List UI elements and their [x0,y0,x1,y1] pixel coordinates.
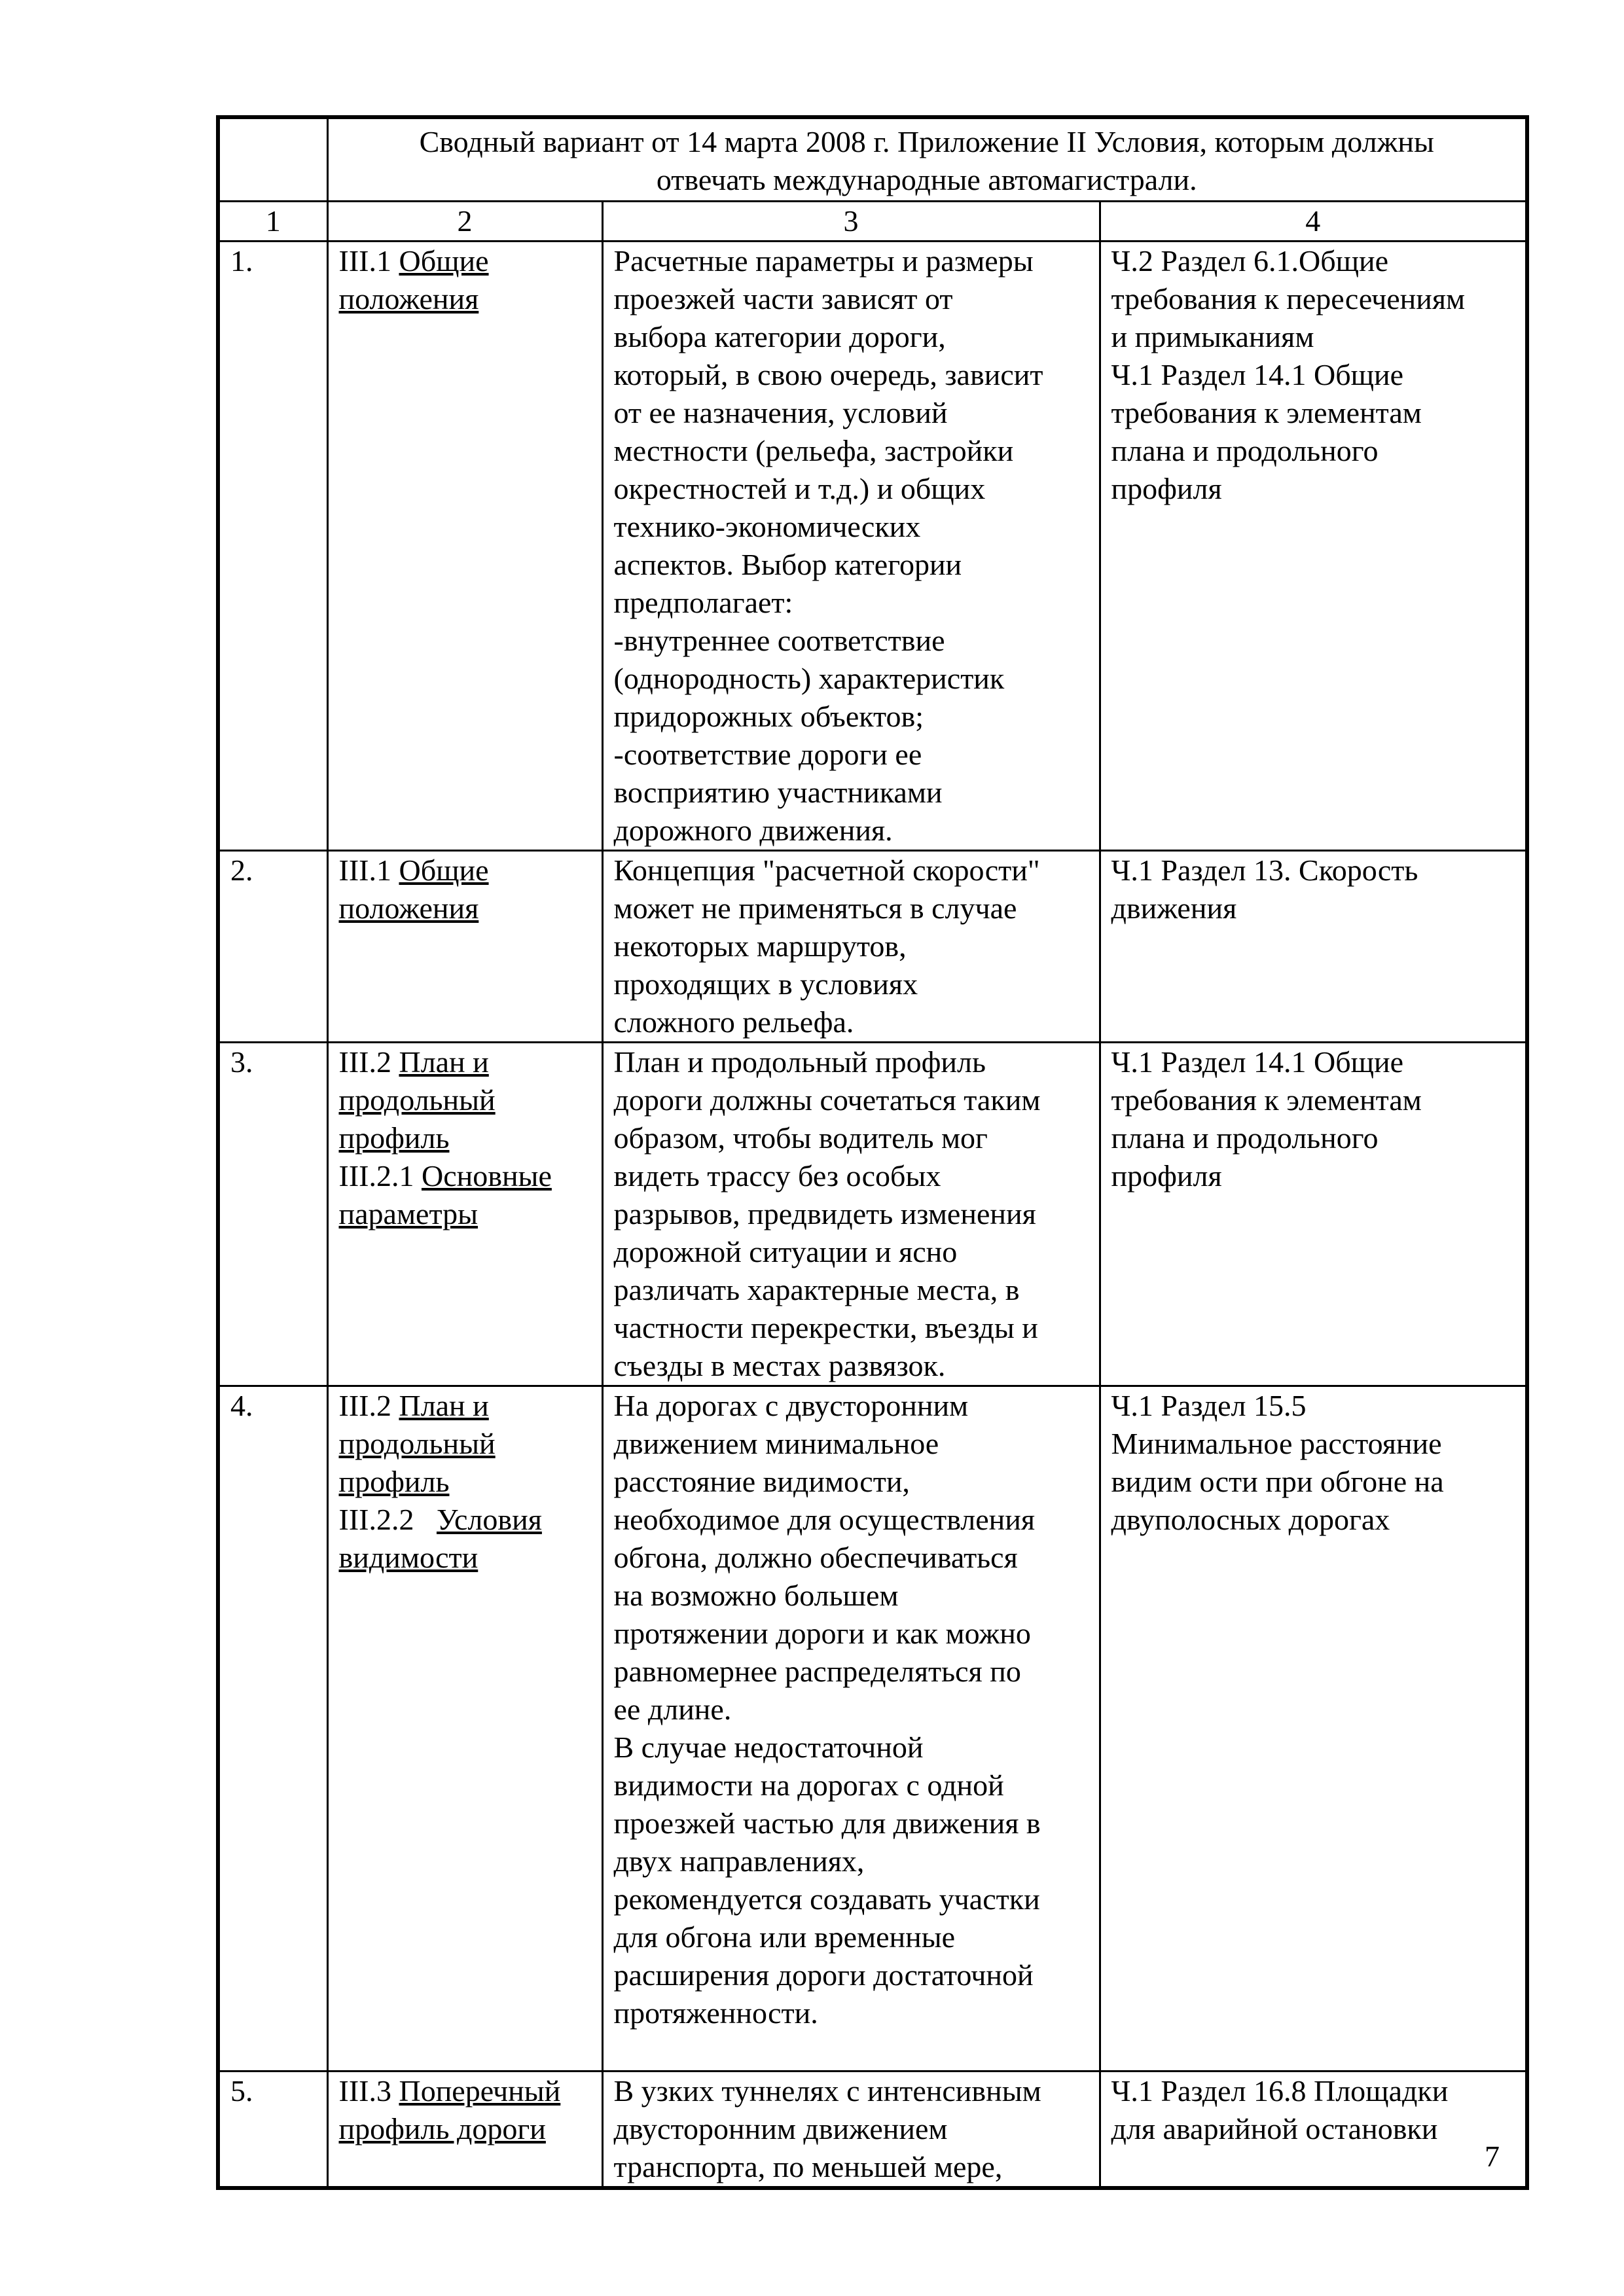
text-line: образом, чтобы водитель мог [613,1121,988,1155]
section-line: требования к элементам [1111,396,1422,429]
text-line: ее длине. [613,1693,732,1726]
requirement-text-cell [602,851,1100,1043]
text-line: частности перекрестки, въезды и [613,1311,1038,1344]
reference-line [339,280,591,318]
text-line: протяженности. [613,1996,818,2030]
reference-link: профиль дороги [338,2112,546,2145]
section-line: Минимальное расстояние [1111,1427,1442,1460]
section-line: профиля [1111,1159,1222,1193]
section-cell [1100,1386,1527,2072]
text-line: необходимое для осуществления [613,1503,1036,1536]
row-number: 4. [218,1386,327,2072]
reference-link: продольный [338,1427,496,1460]
column-number: 1 [218,202,327,242]
table-row [218,1386,1527,2072]
section-line: требования к пересечениям [1111,282,1466,315]
requirement-text-cell [602,1043,1100,1386]
section-line: Ч.1 Раздел 14.1 Общие [1111,358,1404,391]
reference-line [339,1501,591,1539]
reference-link: параметры [338,1197,478,1230]
text-line: транспорта, по меньшей мере, [613,2150,1003,2183]
column-number: 3 [602,202,1100,242]
requirements-table [216,115,1529,2190]
text-line: некоторых маршрутов, [613,929,907,963]
title-row [218,117,1527,202]
reference-line [339,1157,591,1195]
reference-link: профиль [338,1121,450,1155]
reference-link: Общие [399,244,489,278]
reference-prefix: III.1 [338,244,399,278]
reference-link: продольный [338,1083,496,1117]
reference-cell [327,851,602,1043]
row-number: 2. [218,851,327,1043]
text-line: может не применяться в случае [613,891,1017,925]
text-line: аспектов. Выбор категории [613,548,962,581]
section-line: плана и продольного [1111,1121,1379,1155]
column-number: 4 [1100,202,1527,242]
reference-prefix: III.1 [338,853,399,887]
title-empty-cell [218,117,327,202]
row-number: 5. [218,2072,327,2189]
table-row [218,1043,1527,1386]
reference-line [339,2110,591,2148]
text-line: двух направлениях, [613,1844,865,1878]
reference-prefix: III.3 [338,2074,399,2108]
reference-link: Условия [436,1503,542,1536]
reference-line [339,1539,591,1577]
table-row [218,2072,1527,2189]
text-line: обгона, должно обеспечиваться [613,1541,1018,1574]
reference-line [339,242,591,280]
section-line: и примыканиям [1111,320,1314,353]
text-line: двусторонним движением [613,2112,948,2145]
text-line: разрывов, предвидеть изменения [613,1197,1036,1230]
text-line: План и продольный профиль [613,1045,986,1079]
section-line: движения [1111,891,1237,925]
section-line: Ч.2 Раздел 6.1.Общие [1111,244,1389,278]
section-line: профиля [1111,472,1222,505]
text-line: (однородность) характеристик [613,662,1005,695]
text-line: В случае недостаточной [613,1731,924,1764]
text-line: различать характерные места, в [613,1273,1020,1306]
table-title-line: Сводный вариант от 14 марта 2008 г. Приложение II Условия, которым должны [419,125,1434,158]
section-line: двуполосных дорогах [1111,1503,1390,1536]
reference-line [339,1463,591,1501]
text-line: В узких туннелях с интенсивным [613,2074,1041,2108]
reference-link: План и [399,1045,489,1079]
text-line: проезжей части зависят от [613,282,953,315]
text-line: от ее назначения, условий [613,396,948,429]
requirement-text-cell [602,242,1100,851]
section-cell [1100,242,1527,851]
reference-link: План и [399,1389,489,1422]
reference-link: положения [338,891,479,925]
reference-line [339,1119,591,1157]
section-line: Ч.1 Раздел 14.1 Общие [1111,1045,1404,1079]
reference-cell [327,242,602,851]
reference-link: положения [338,282,479,315]
table-title-line: отвечать международные автомагистрали. [656,163,1197,196]
reference-line [339,2072,591,2110]
page-number: 7 [1485,2140,1500,2173]
text-line: проходящих в условиях [613,967,918,1001]
text-line: который, в свою очередь, зависит [613,358,1043,391]
section-line: для аварийной остановки [1111,2112,1438,2145]
reference-line [339,889,591,927]
text-line: съезды в местах развязок. [613,1349,946,1382]
table-title [327,117,1527,202]
reference-prefix: III.2 [338,1389,399,1422]
text-line: видеть трассу без особых [613,1159,941,1193]
text-line: Концепция "расчетной скорости" [613,853,1040,887]
text-line: движением минимальное [613,1427,939,1460]
reference-link: Поперечный [399,2074,561,2108]
text-line: выбора категории дороги, [613,320,946,353]
text-line: окрестностей и т.д.) и общих [613,472,986,505]
reference-line [339,1195,591,1233]
text-line: расширения дороги достаточной [613,1958,1034,1992]
reference-prefix: III.2.2 [338,1503,437,1536]
section-line: Ч.1 Раздел 16.8 Площадки [1111,2074,1449,2108]
text-line: видимости на дорогах с одной [613,1768,1004,1802]
section-line: Ч.1 Раздел 13. Скорость [1111,853,1418,887]
text-line: -соответствие дороги ее [613,738,922,771]
text-line: восприятию участниками [613,776,943,809]
text-line: придорожных объектов; [613,700,924,733]
row-number: 1. [218,242,327,851]
reference-cell [327,1386,602,2072]
reference-line [339,1081,591,1119]
requirement-text-cell [602,2072,1100,2189]
reference-link: Основные [421,1159,552,1193]
text-line: Расчетные параметры и размеры [613,244,1034,278]
requirement-text-cell [602,1386,1100,2072]
reference-line [339,1387,591,1425]
section-line: требования к элементам [1111,1083,1422,1117]
column-number: 2 [327,202,602,242]
text-line: сложного рельефа. [613,1005,854,1039]
reference-prefix: III.2.1 [338,1159,422,1193]
table-row [218,851,1527,1043]
reference-prefix: III.2 [338,1045,399,1079]
text-line: на возможно большем [613,1579,899,1612]
text-line: технико-экономических [613,510,921,543]
text-line: дорожной ситуации и ясно [613,1235,958,1268]
text-line: для обгона или временные [613,1920,956,1954]
text-line: проезжей частью для движения в [613,1806,1041,1840]
text-line: расстояние видимости, [613,1465,910,1498]
section-line: плана и продольного [1111,434,1379,467]
text-line: протяжении дороги и как можно [613,1617,1031,1650]
text-line: равномернее распределяться по [613,1655,1021,1688]
text-line: дороги должны сочетаться таким [613,1083,1041,1117]
section-line: видим ости при обгоне на [1111,1465,1444,1498]
reference-cell [327,2072,602,2189]
reference-link: профиль [338,1465,450,1498]
text-line: местности (рельефа, застройки [613,434,1014,467]
table-row [218,242,1527,851]
section-cell [1100,2072,1527,2189]
reference-cell [327,1043,602,1386]
text-line: дорожного движения. [613,814,893,847]
text-line: На дорогах с двусторонним [613,1389,969,1422]
section-line: Ч.1 Раздел 15.5 [1111,1389,1307,1422]
column-number-row [218,202,1527,242]
text-line: предполагает: [613,586,793,619]
reference-line [339,852,591,889]
reference-line [339,1425,591,1463]
text-line: рекомендуется создавать участки [613,1882,1040,1916]
reference-line [339,1043,591,1081]
section-cell [1100,851,1527,1043]
text-line: -внутреннее соответствие [613,624,945,657]
row-number: 3. [218,1043,327,1386]
section-cell [1100,1043,1527,1386]
reference-link: Общие [399,853,489,887]
reference-link: видимости [338,1541,478,1574]
